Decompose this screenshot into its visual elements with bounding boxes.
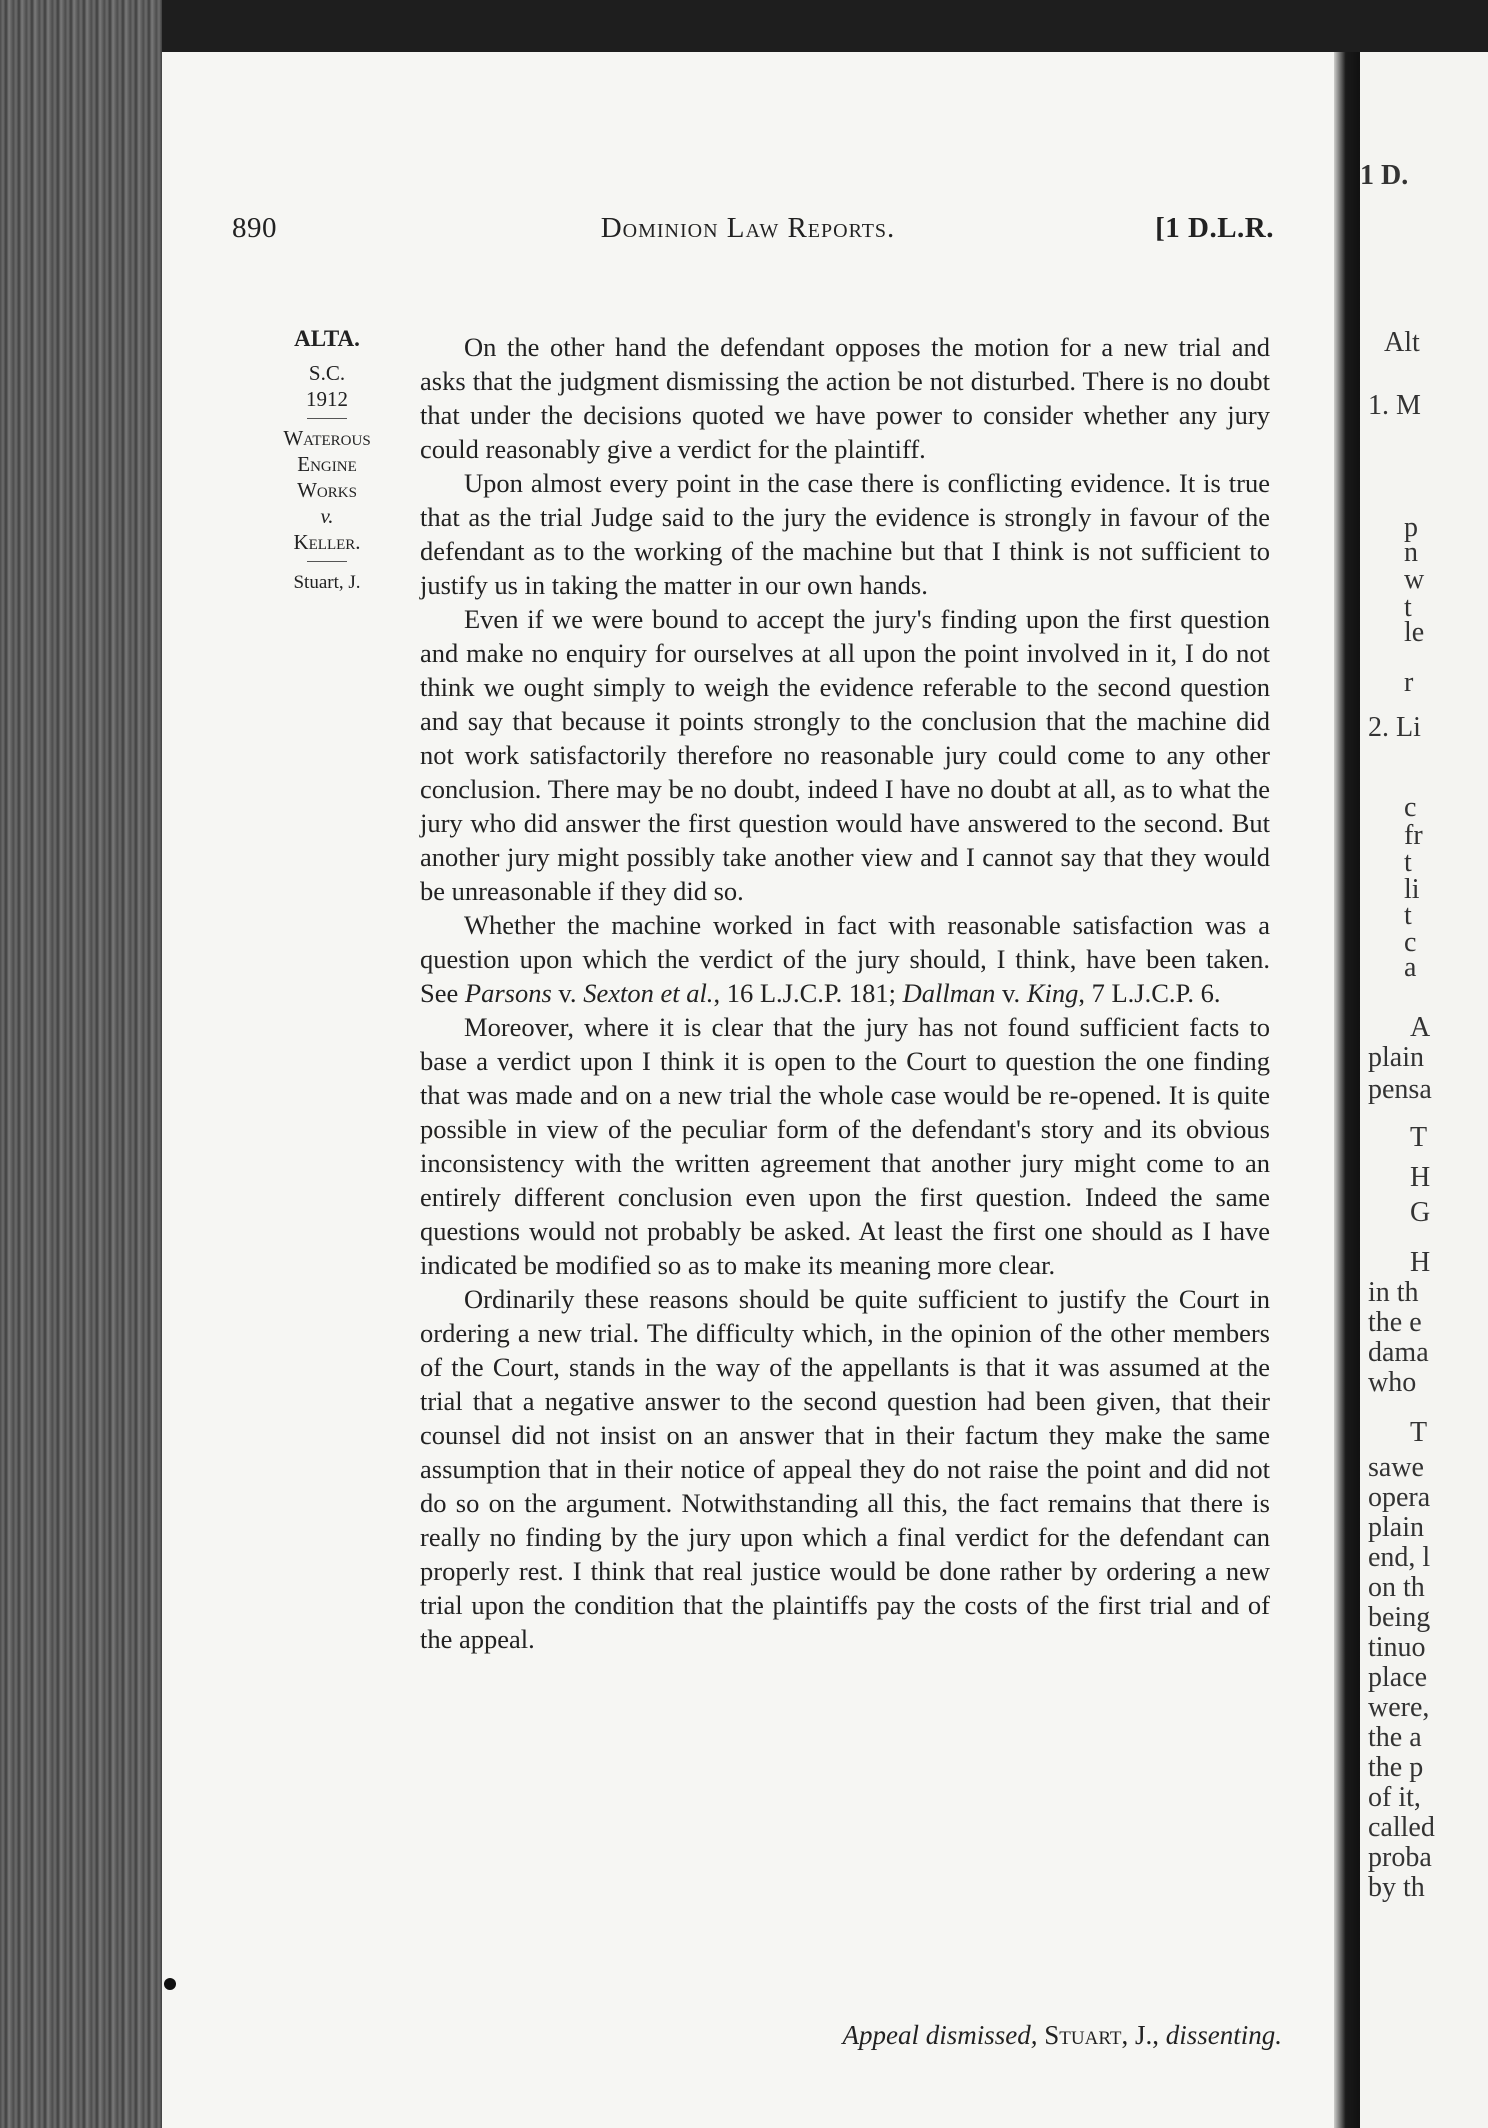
text-run: v.: [551, 978, 584, 1008]
facing-page-fragment: on th: [1368, 1572, 1425, 1603]
disposition-text: dissenting.: [1165, 2020, 1282, 2050]
facing-page-fragment: tinuo: [1368, 1632, 1426, 1663]
facing-page-fragment: t: [1404, 847, 1412, 878]
facing-page-fragment: who: [1368, 1367, 1417, 1398]
facing-page-fragment: t: [1404, 592, 1412, 623]
facing-page-fragment: being: [1368, 1602, 1431, 1633]
facing-page-fragment: 1. M: [1368, 390, 1421, 421]
facing-page-fragment: in th: [1368, 1277, 1419, 1308]
paragraph: [420, 908, 1270, 1010]
facing-page-fragment: T: [1410, 1417, 1428, 1448]
paragraph: Ordinarily these reasons should be quite sufficient to justify the Court in ordering a new trial. The difficulty which, in the opinion of the other members of the Court, stands in the way of the appellants is that it was assumed at the trial that a negative answer to the second question had been given, that their counsel did not insist on an answer that in their factum they make the same assumption that in their notice of appeal they do not raise the point and did not do so on the argument. Notwithstanding all this, the fact remains that there is really no finding by the jury upon which a final verdict for the defendant can properly rest. I think that real justice would be done rather by ordering a new trial upon the condition that the plaintiffs pay the costs of the first trial and of the appeal.: [420, 1284, 1270, 1654]
party-name-line: Keller.: [293, 530, 361, 554]
versus: v.: [320, 504, 334, 528]
scan-top-edge: [0, 0, 1488, 56]
facing-page-fragment: c: [1404, 927, 1417, 958]
facing-page-fragment: pensa: [1368, 1074, 1432, 1105]
facing-page-fragment: c: [1404, 792, 1417, 823]
facing-page-fragment: 1 D.: [1360, 160, 1409, 191]
case-name: Dallman: [902, 978, 996, 1008]
facing-page-fragment: were,: [1368, 1692, 1430, 1723]
facing-page-fragment: the a: [1368, 1722, 1422, 1753]
paragraph: Upon almost every point in the case there is conflicting evidence. It is true that as the trial Judge said to the jury the evidence is strongly in favour of the defendant as to the working of the machine but that I think is not sufficient to justify us in taking the matter in our own hands.: [420, 468, 1270, 600]
facing-page-fragment: end, l: [1368, 1542, 1431, 1573]
facing-page-fragment: a: [1404, 952, 1417, 983]
facing-page-fragment: H: [1410, 1247, 1431, 1278]
party-name-line: Waterous: [283, 426, 371, 450]
facing-page-fragment: r: [1404, 667, 1414, 698]
facing-page-fragment: 2. Li: [1368, 712, 1421, 743]
facing-page-fragment: the p: [1368, 1752, 1424, 1783]
facing-page-fragment: li: [1404, 874, 1420, 905]
paragraph: Moreover, where it is clear that the jury has not found sufficient facts to base a verdict upon I think it is open to the Court to question the one finding that was made and on a new trial the whole case would be re-opened. It is quite possible in view of the peculiar form of the defendant's story and its obvious inconsistency with the written agreement that another jury might come to an entirely different conclusion even upon the first question. Indeed the same questions would not probably be asked. At least the first one should as I have indicated be modified so as to make its meaning more clear.: [420, 1012, 1270, 1280]
year: 1912: [306, 387, 348, 411]
court: S.C.: [308, 361, 346, 385]
case-sidenote: [262, 326, 392, 596]
facing-page-fragment: H: [1410, 1162, 1431, 1193]
scan-speck: [164, 1978, 176, 1990]
facing-page-fragment: Alt: [1384, 327, 1420, 358]
citation: [1 D.L.R.: [1155, 212, 1274, 244]
facing-page-fragment: G: [1410, 1197, 1431, 1228]
province: ALTA.: [294, 326, 360, 351]
facing-page-fragment: of it,: [1368, 1782, 1421, 1813]
facing-page-fragment: proba: [1368, 1842, 1432, 1873]
facing-page-fragment: p: [1404, 512, 1418, 543]
facing-page-fragment: by th: [1368, 1872, 1425, 1903]
text-run: , 7 L.J.C.P. 6.: [1078, 978, 1221, 1008]
facing-page-edge: [1360, 52, 1488, 2128]
text-run: v.: [995, 978, 1027, 1008]
sidenote-rule: [307, 561, 347, 562]
facing-page-fragment: called: [1368, 1812, 1435, 1843]
paragraph: On the other hand the defendant opposes the motion for a new trial and asks that the judgment dismissing the action be not disturbed. There is no doubt that under the decisions quoted we have power to consider whether any jury could reasonably give a verdict for the plaintiff.: [420, 332, 1270, 464]
case-name: Sexton et al.: [583, 978, 714, 1008]
page-number: 890: [232, 212, 277, 244]
facing-page-fragment: t: [1404, 900, 1412, 931]
book-page-stack: [0, 0, 162, 2128]
running-head: [162, 212, 1334, 252]
case-name: Parsons: [464, 978, 552, 1008]
facing-page-fragment: w: [1404, 564, 1425, 595]
facing-page-fragment: n: [1404, 537, 1418, 568]
dissenting-judge: Stuart, J.,: [1044, 2020, 1159, 2050]
disposition: [562, 2020, 1282, 2051]
facing-page-fragment: plain: [1368, 1512, 1424, 1543]
judge-name: Stuart, J.: [293, 572, 361, 593]
disposition-text: Appeal dismissed,: [842, 2020, 1038, 2050]
party-name-line: Works: [297, 478, 357, 502]
text-run: , 16 L.J.C.P. 181;: [713, 978, 903, 1008]
party-name-line: Engine: [297, 452, 357, 476]
text-run: Whether the machine worked in fact with reasonable satisfaction was a question upon which the verdict of the jury should, I think, have been taken. See: [420, 910, 1270, 1008]
paragraph: Even if we were bound to accept the jury's finding upon the first question and make no enquiry for ourselves at all upon the point involved in it, I do not think we ought simply to weigh the evidence referable to the second question and say that because it points strongly to the conclusion that the machine did not work satisfactorily therefore no reasonable jury could come to any other conclusion. There may be no doubt, indeed I have no doubt at all, as to what the jury who did answer the first question would have answered to the second. But another jury might possibly take another view and I cannot say that they would be unreasonable if they did so.: [420, 604, 1270, 906]
facing-page-fragment: opera: [1368, 1482, 1431, 1513]
facing-page-fragment: place: [1368, 1662, 1428, 1693]
book-gutter: [1334, 52, 1360, 2128]
page: [162, 52, 1334, 2128]
facing-page-fragment: fr: [1404, 820, 1423, 851]
journal-title: Dominion Law Reports.: [600, 212, 896, 244]
case-name: King: [1026, 978, 1079, 1008]
facing-page-fragment: A: [1410, 1012, 1431, 1043]
facing-page-fragment: sawe: [1368, 1452, 1424, 1483]
judgment-text: [420, 330, 1270, 1656]
facing-page-fragment: dama: [1368, 1337, 1429, 1368]
facing-page-fragment: T: [1410, 1122, 1428, 1153]
sidenote-rule: [307, 418, 347, 419]
facing-page-fragment: plain: [1368, 1042, 1424, 1073]
facing-page-fragment: the e: [1368, 1307, 1422, 1338]
facing-page-fragment: le: [1404, 617, 1425, 648]
